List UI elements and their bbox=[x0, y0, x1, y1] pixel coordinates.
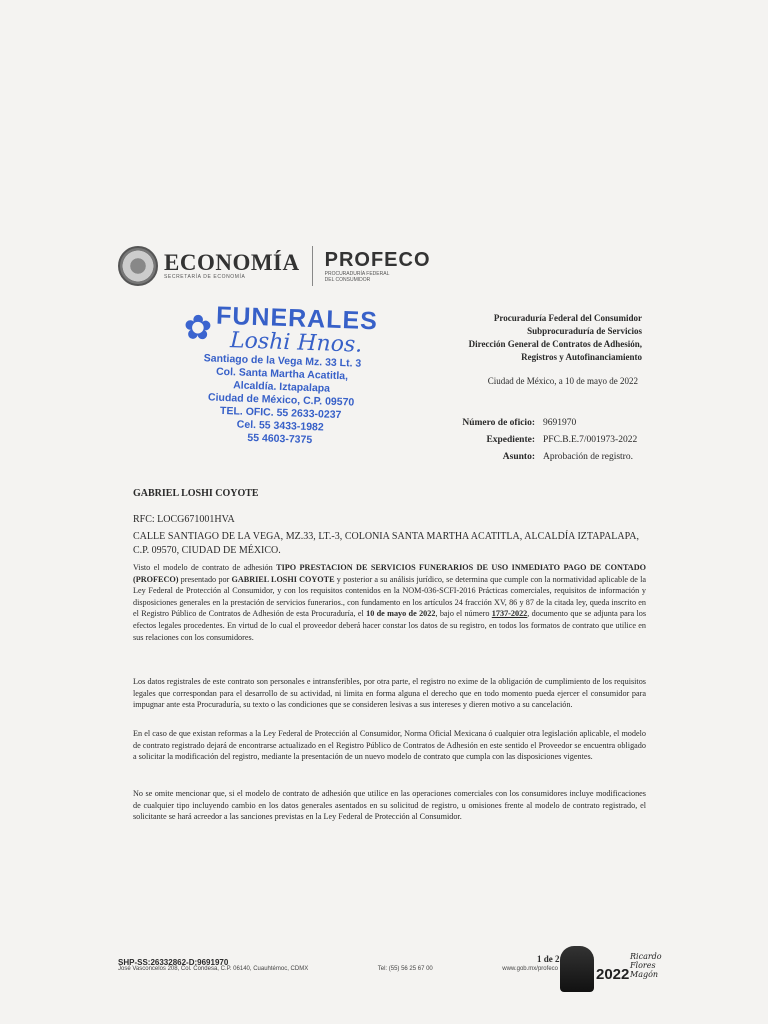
stamp-line: Alcaldía. Iztapalapa bbox=[232, 379, 331, 395]
ship-code: SHP-SS:26332862-D:9691970 bbox=[118, 958, 229, 967]
profeco-title: PROFECO bbox=[324, 249, 431, 271]
footer-address: José Vasconcelos 208, Col. Condesa, C.P. 06140, Cuauhtémoc, CDMX bbox=[118, 966, 309, 972]
flores-magon-badge bbox=[560, 940, 664, 994]
stamp-line: Ciudad de México, C.P. 09570 bbox=[207, 391, 355, 409]
stamp-line: Cel. 55 3433-1982 bbox=[236, 418, 324, 434]
addressee-name: GABRIEL LOSHI COYOTE bbox=[133, 488, 259, 499]
stamp-company-name: FUNERALES bbox=[215, 301, 379, 336]
p1-text: y posterior a su análisis jurídico, se determina que cumple con la normatividad aplicable de la Ley Federal de Protección al Consumidor, y con los requisitos contenidos en la NOM-036-SCFI-2016 Prácticas comerciales, requisitos de información y disposiciones generales en la prestación de servicios funerarios., con fundamento en los artículos 24 fracción XV, 86 y 87 de la citada ley, queda inscrito en el Registro Público de Contratos de Adhesión de esta Procuraduría, el bbox=[133, 574, 647, 619]
paragraph-approval bbox=[133, 562, 646, 643]
badge-name-line: Flores bbox=[630, 961, 656, 970]
badge-name-line: Ricardo bbox=[630, 952, 662, 961]
stamp-line: 55 4603-7375 bbox=[247, 431, 313, 447]
stamp-line: Santiago de la Vega Mz. 33 Lt. 3 bbox=[203, 352, 362, 370]
mexico-seal-icon bbox=[118, 246, 158, 286]
meta-row-oficio bbox=[449, 415, 637, 432]
office-line: Procuraduría Federal del Consumidor bbox=[493, 313, 642, 323]
paragraph-sanctions: No se omite mencionar que, si el modelo de contrato de adhesión que utilice en las operaciones comerciales con los consumidores incluye modificaciones de cualquier tipo incluyendo cambio en los datos generales asentados en su solicitud de registro, u omisiones frente al modelo de contrato registrado, el solicitante se hará acreedor a las sanciones previstas en la Ley Federal de Protección al Consumidor. bbox=[133, 789, 646, 822]
profeco-logo bbox=[325, 249, 431, 283]
flower-icon: ✿ bbox=[182, 308, 213, 348]
meta-row-asunto bbox=[449, 449, 637, 466]
stamp-line: TEL. OFIC. 55 2633-0237 bbox=[219, 404, 342, 422]
paragraph-reforms: En el caso de que existan reformas a la Ley Federal de Protección al Consumidor, Norma Oficial Mexicana ó cualquier otra legislación aplicable, el modelo de contrato registrado dejará de encontrarse actualizado en el Registro Público de Contratos de Adhesión en este sentido el Proveedor se encuentra obligado a solicitar la modificación del registro, mediante la presentación de un nuevo modelo de contrato que cumpla con las disposiciones vigentes. bbox=[133, 729, 646, 762]
footer-bar bbox=[118, 966, 558, 972]
page-number: 1 de 2 bbox=[537, 954, 560, 964]
registration-date: 10 de mayo de 2022 bbox=[366, 609, 436, 619]
addressee-address: CALLE SANTIAGO DE LA VEGA, MZ.33, LT.-3, COLONIA SANTA MARTHA ACATITLA, ALCALDÍA IZTAPALAPA, C.P. 09570, CIUDAD DE MÉXICO. bbox=[133, 531, 639, 556]
oficio-value: 9691970 bbox=[543, 418, 577, 428]
header-logos bbox=[118, 246, 431, 286]
paragraph-registry-data: Los datos registrales de este contrato son personales e intransferibles, por otra parte, el registro no exime de la obligación de cumplimiento de los requisitos legales que correspondan para el desarrollo de su actividad, ni limita en forma alguna el derecho que en todo momento pueda ejercer el consumidor para impugnar ante esta Procuraduría, su texto o las condiciones que se consideren lesivas a sus intereses y dieren motivo a su cancelación. bbox=[133, 677, 646, 710]
logo-divider bbox=[312, 246, 313, 286]
office-line: Dirección General de Contratos de Adhesión, bbox=[468, 339, 642, 349]
economia-logo bbox=[164, 252, 300, 280]
economia-title: ECONOMÍA bbox=[164, 250, 300, 275]
p1-text: , documento que se adjunta para los efectos legales procedentes. En virtud de lo cual el proveedor deberá hacer constar los datos de su registro, en todos los formatos de contrato que utilice en sus relaciones con los consumidores. bbox=[133, 609, 647, 642]
expediente-value: PFC.B.E.7/001973-2022 bbox=[543, 435, 638, 445]
profeco-subtitle-2: DEL CONSUMIDOR bbox=[324, 277, 371, 283]
asunto-value: Aprobación de registro. bbox=[543, 452, 633, 462]
expediente-label: Expediente: bbox=[486, 435, 535, 445]
office-line: Subprocuraduría de Servicios bbox=[527, 326, 642, 336]
footer-phone: Tel: (55) 56 25 67 00 bbox=[377, 966, 433, 972]
document-meta bbox=[449, 415, 637, 466]
badge-name bbox=[630, 952, 662, 979]
p1-text: , bajo el número bbox=[435, 609, 492, 619]
provider-name: GABRIEL LOSHI COYOTE bbox=[231, 574, 335, 584]
asunto-label: Asunto: bbox=[502, 452, 535, 462]
registration-number: 1737-2022 bbox=[491, 609, 528, 619]
stamp-line: Col. Santa Martha Acatitla, bbox=[215, 365, 349, 383]
office-heading bbox=[469, 312, 642, 364]
company-stamp bbox=[180, 302, 385, 450]
office-line: Registros y Autofinanciamiento bbox=[521, 352, 642, 362]
stamp-company-script: Loshi Hnos. bbox=[229, 328, 363, 358]
p1-text: presentado por bbox=[178, 574, 232, 584]
economia-subtitle: SECRETARÍA DE ECONOMÍA bbox=[164, 274, 246, 280]
addressee-rfc: RFC: LOCG671001HVA bbox=[133, 514, 235, 525]
contract-type: TIPO PRESTACION DE SERVICIOS FUNERARIOS DE USO INMEDIATO PAGO DE CONTADO (PROFECO) bbox=[133, 563, 646, 584]
p1-text: Visto el modelo de contrato de adhesión bbox=[133, 563, 277, 572]
footer-website: www.gob.mx/profeco bbox=[502, 966, 558, 972]
meta-row-expediente bbox=[449, 432, 637, 449]
document-date: Ciudad de México, a 10 de mayo de 2022 bbox=[487, 376, 638, 386]
badge-name-line: Magón bbox=[630, 970, 659, 979]
badge-year: 2022 bbox=[596, 966, 630, 983]
oficio-label: Número de oficio: bbox=[462, 418, 535, 428]
profeco-subtitle-1: PROCURADURÍA FEDERAL bbox=[324, 271, 390, 277]
portrait-icon bbox=[560, 946, 594, 992]
